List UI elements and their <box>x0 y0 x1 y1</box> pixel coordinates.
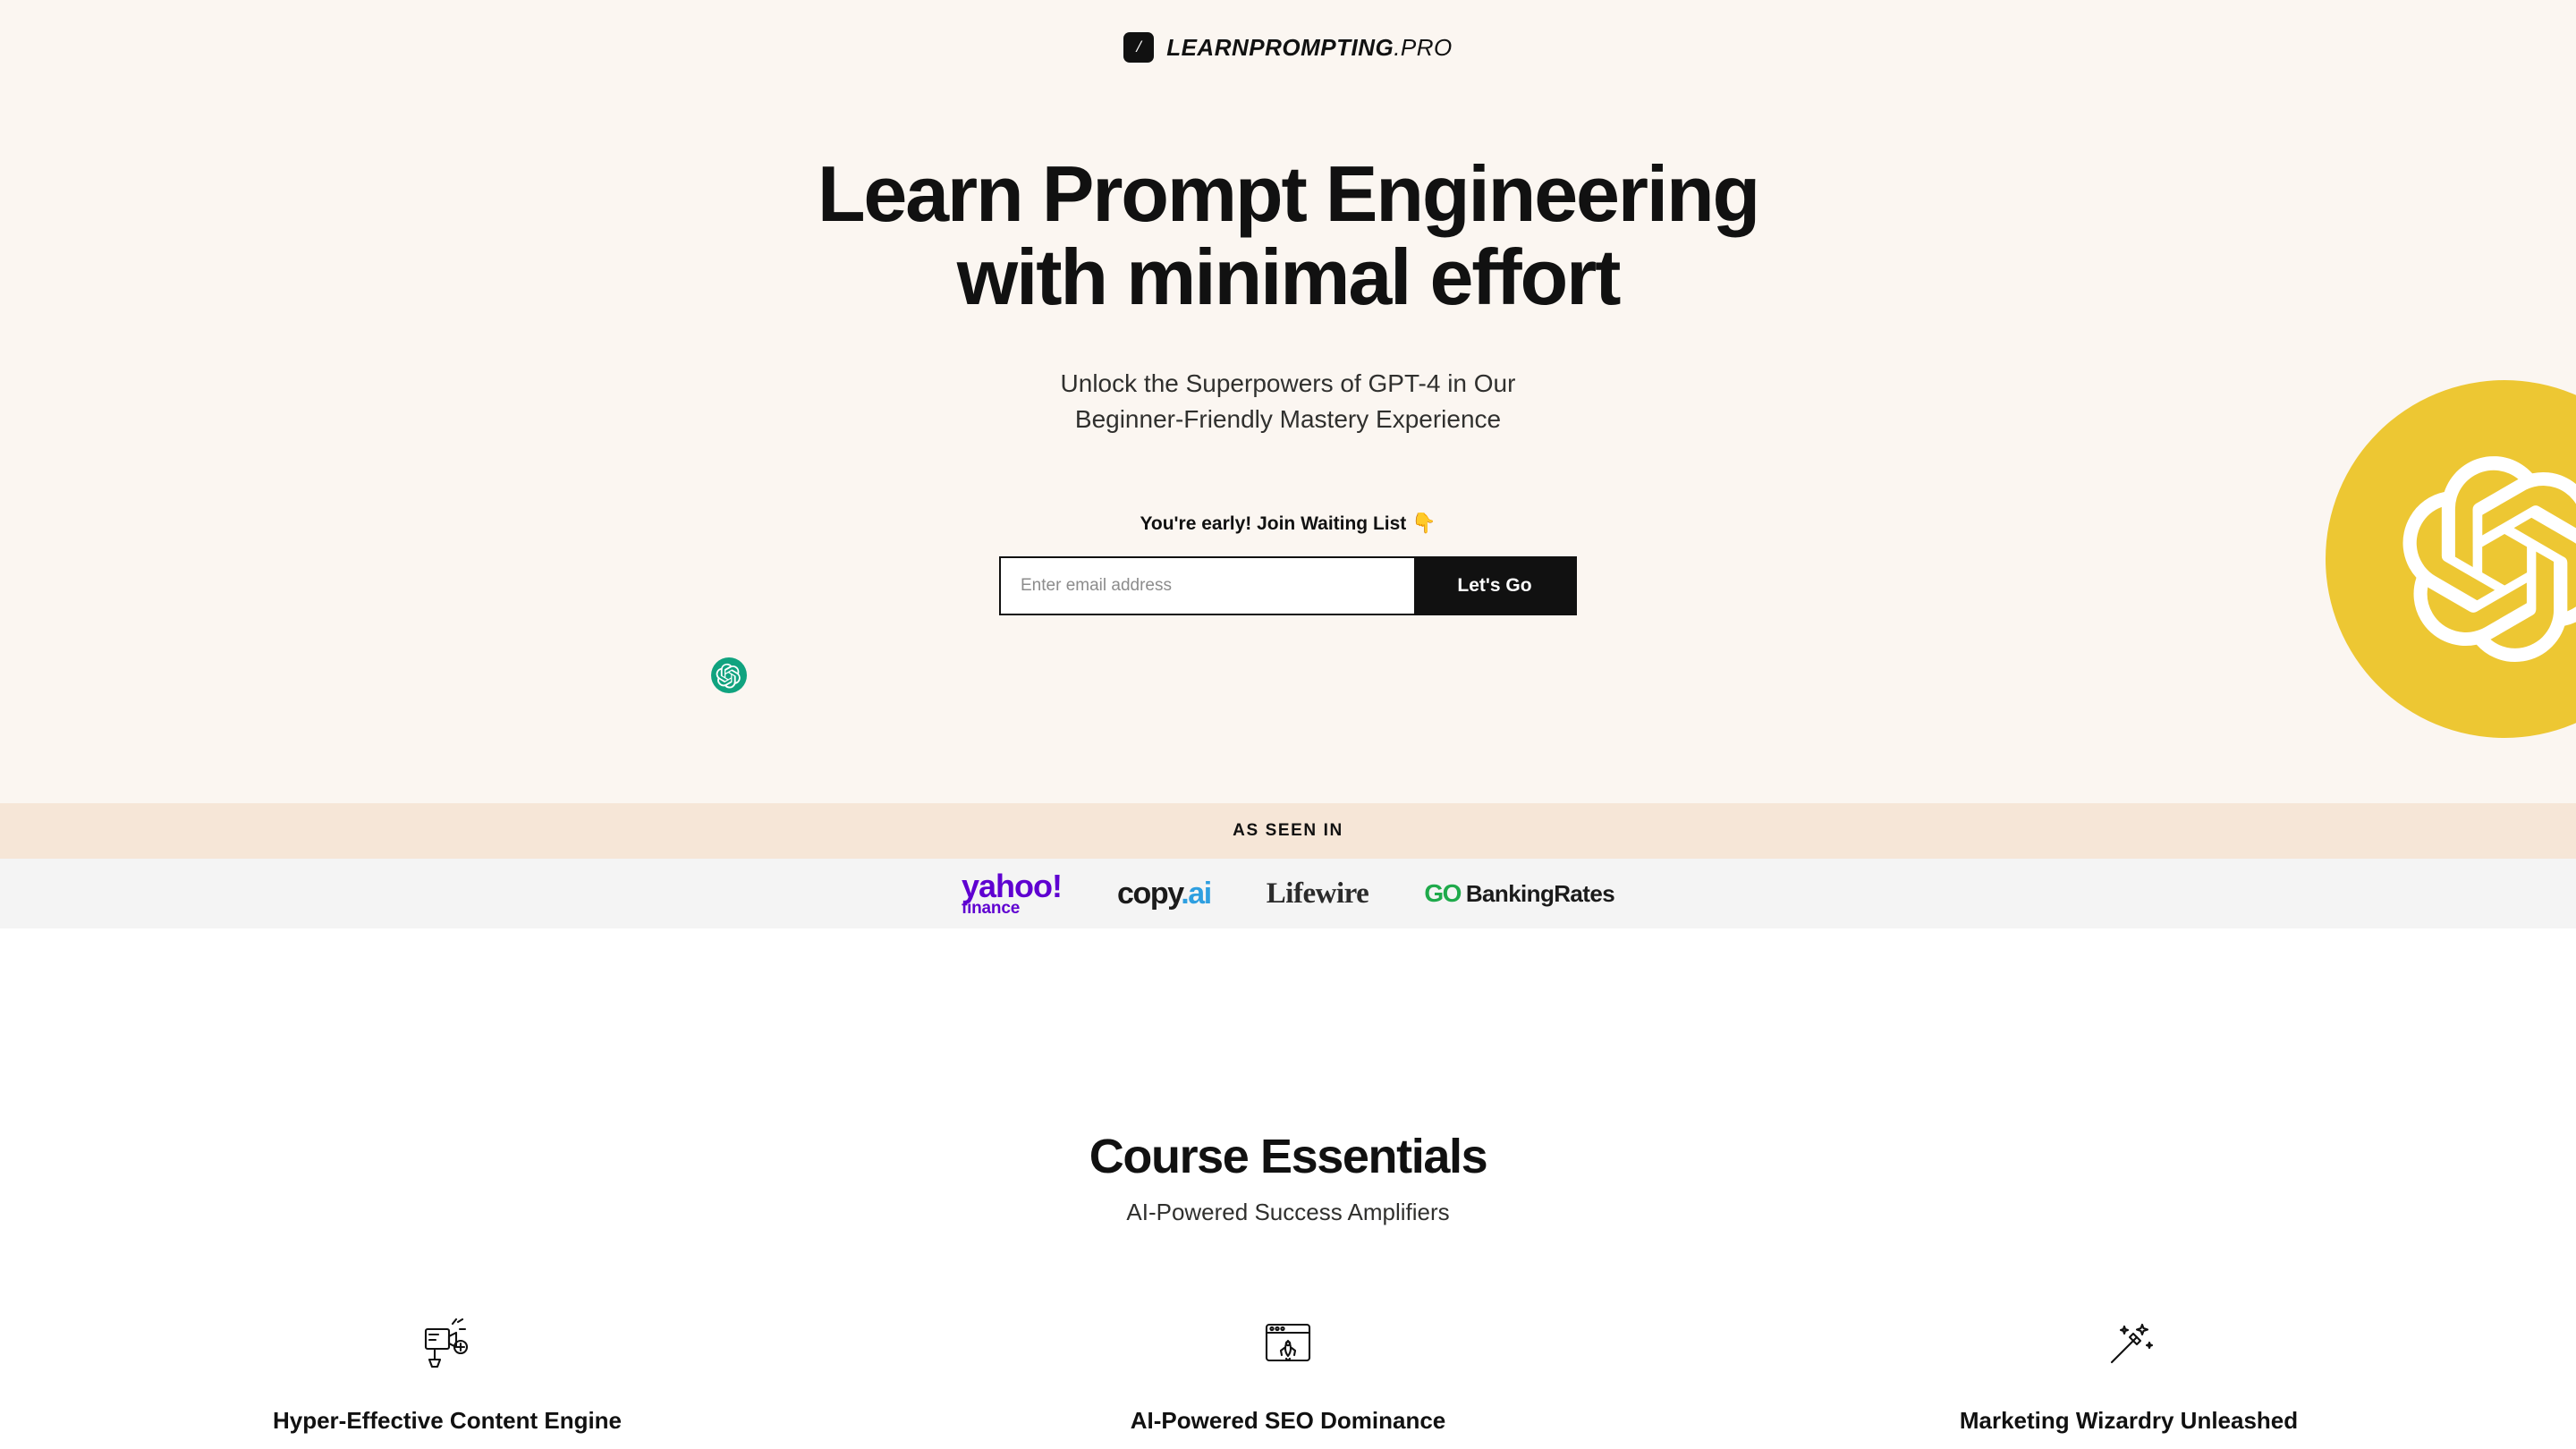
feature-item <box>215 1312 680 1435</box>
email-input[interactable] <box>1001 558 1414 614</box>
copy-ai-suffix: ai <box>1188 876 1211 911</box>
page-title <box>0 149 2576 322</box>
feature-item <box>1896 1312 2361 1435</box>
lets-go-button[interactable]: Let's Go <box>1414 558 1575 614</box>
as-seen-in-label: AS SEEN IN <box>1233 821 1343 840</box>
course-essentials-subtitle: AI-Powered Success Amplifiers <box>1126 1199 1450 1225</box>
feature-item <box>1055 1312 1521 1435</box>
gobankingrates-rates: BankingRates <box>1465 879 1615 907</box>
copy-ai-dot: . <box>1181 876 1189 911</box>
brand-header[interactable] <box>0 0 2576 63</box>
gobankingrates-go: GO <box>1424 879 1461 907</box>
logo-glyph: / <box>1136 38 1141 56</box>
seo-rocket-icon <box>1250 1312 1326 1377</box>
brand-wordmark <box>1166 34 1453 62</box>
waiting-list-note-text: You're early! Join Waiting List <box>1140 513 1407 534</box>
lifewire-logo: Lifewire <box>1266 877 1369 910</box>
content-engine-icon <box>410 1312 485 1377</box>
feature-title: Marketing Wizardry Unleashed <box>1959 1407 2299 1434</box>
email-signup-form[interactable] <box>999 556 1577 615</box>
gobankingrates-logo <box>1424 879 1614 908</box>
waiting-list-note <box>0 512 2576 535</box>
yahoo-finance-sub: finance <box>961 898 1021 918</box>
hero-subtitle-line-1: Unlock the Superpowers of GPT-4 in Our <box>1060 369 1516 397</box>
course-essentials-title: Course Essentials <box>1089 1130 1487 1183</box>
brand-name-suffix: .PRO <box>1394 33 1453 61</box>
hero-subtitle-line-2: Beginner-Friendly Mastery Experience <box>1074 405 1502 434</box>
feature-title: Hyper-Effective Content Engine <box>272 1407 623 1434</box>
yahoo-finance-logo <box>961 867 1062 918</box>
hero-title-line-2: with minimal effort <box>956 233 1620 322</box>
yahoo-logo-bang: ! <box>1051 867 1062 904</box>
brand-name-text: LEARNPROMPTING <box>1166 33 1394 61</box>
yahoo-logo-text: yahoo <box>961 867 1052 904</box>
hero-content <box>0 149 2576 615</box>
as-seen-in-band <box>0 803 2576 859</box>
hero-title-line-1: Learn Prompt Engineering <box>817 149 1759 238</box>
feature-title: AI-Powered SEO Dominance <box>1130 1407 1446 1434</box>
pointing-down-icon: 👇 <box>1411 511 1436 534</box>
copy-ai-text: copy <box>1116 876 1182 911</box>
course-essentials-section <box>0 928 2576 1435</box>
chatgpt-logo-small-decoration <box>711 657 747 693</box>
copy-ai-logo <box>1117 877 1211 911</box>
press-logos-band <box>0 859 2576 928</box>
magic-wand-icon <box>2091 1312 2166 1377</box>
slash-logo-icon <box>1123 32 1154 63</box>
feature-list <box>0 1312 2576 1435</box>
hero-subtitle <box>0 366 2576 438</box>
